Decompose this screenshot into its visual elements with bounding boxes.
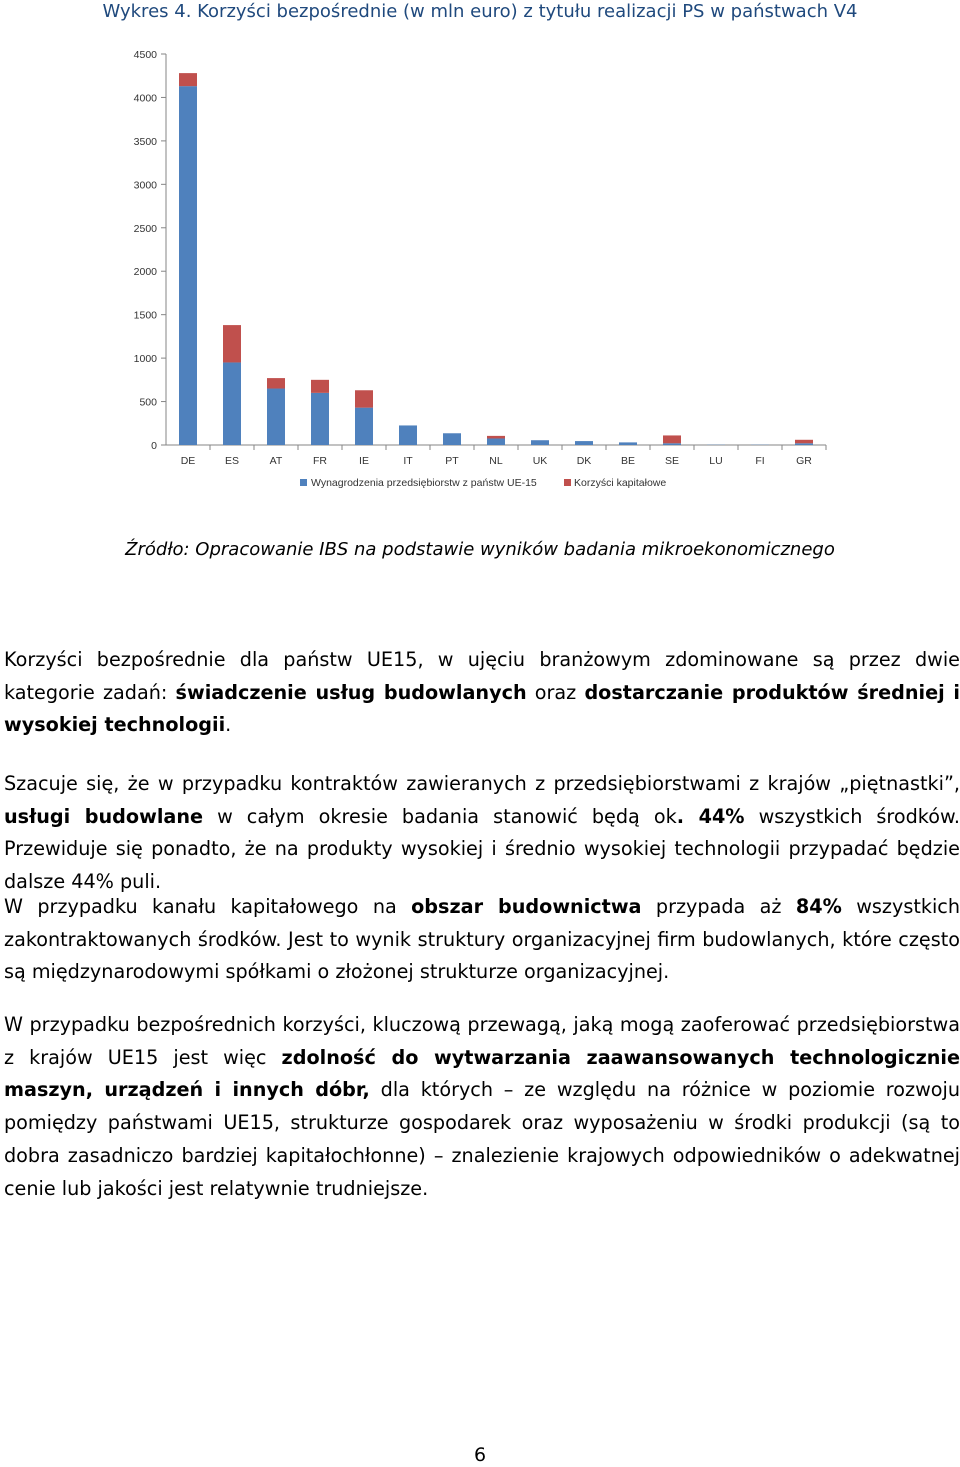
bar-de-series-2 [179, 73, 197, 86]
y-tick-label: 0 [151, 440, 157, 452]
paragraph-3 [4, 891, 960, 989]
p1-text-1: Korzyści bezpośrednie dla państw UE15, w ujęciu branżowym zdominowane są przez dwie kategorie zadań: [4, 648, 960, 704]
x-tick-label-fr: FR [313, 455, 327, 467]
x-tick-label-nl: NL [489, 455, 503, 467]
p1-bold-2: dostarczanie produktów średniej i wysokiej technologii [4, 680, 960, 737]
p3-text-3: wszystkich zakontraktowanych środków. Jest to wynik struktury organizacyjnej firm budowlanych, które często są międzynarodowymi spółkami o złożonej strukturze organizacyjnej. [4, 895, 960, 984]
x-tick-label-ie: IE [359, 455, 369, 467]
bar-ie-series-1 [355, 408, 373, 445]
p1-bold-1: świadczenie usług budowlanych [175, 680, 527, 704]
x-tick-label-uk: UK [532, 455, 548, 467]
p1-text-2: oraz [526, 680, 585, 704]
bar-gr-series-1 [795, 443, 813, 445]
bars [179, 73, 813, 445]
legend-swatch-korzysci [564, 479, 571, 486]
bar-gr-series-2 [795, 440, 813, 443]
bar-se-series-2 [663, 435, 681, 443]
x-tick-label-lu: LU [709, 455, 723, 467]
bar-fr-series-2 [311, 380, 329, 393]
x-tick-label-dk: DK [576, 455, 592, 467]
bar-dk-series-1 [575, 441, 593, 445]
p2-text-1: Szacuje się, że w przypadku kontraktów zawieranych z przedsiębiorstwami z krajów „piętnastki”, [4, 772, 960, 795]
bar-uk-series-1 [531, 440, 549, 445]
p4-text-1: W przypadku bezpośrednich korzyści, kluczową przewagą, jaką mogą zaoferować przedsiębiorstwa z krajów UE15 jest więc [4, 1013, 960, 1069]
paragraph-4 [4, 1009, 960, 1205]
p2-bold-1: usługi budowlane [4, 804, 204, 828]
y-tick-label: 3000 [133, 179, 157, 192]
bar-es-series-1 [223, 362, 241, 445]
paragraph-1 [4, 644, 960, 742]
p3-text-2: przypada aż [641, 895, 796, 918]
x-axis [166, 445, 826, 467]
bar-pt-series-1 [443, 433, 461, 445]
legend-label-korzysci: Korzyści kapitałowe [574, 477, 667, 489]
y-axis [134, 49, 166, 452]
x-tick-label-it: IT [403, 455, 413, 467]
y-tick-label: 4500 [133, 49, 157, 61]
bar-es-series-2 [223, 325, 241, 362]
bar-ie-series-2 [355, 390, 373, 407]
p4-text-2: dla których – ze względu na różnice w poziomie rozwoju pomiędzy państwami UE15, strukturze gospodarek oraz wyposażeniu w środki produkcji (są to dobra zasadniczo bardziej kapitałochłonne) – znalezienie krajowych odpowiedników o adekwatnej cenie lub jakości jest relatywnie trudniejsze. [4, 1078, 960, 1200]
p2-text-2: w całym okresie badania stanowić będą ok [203, 804, 677, 828]
stacked-bar-chart [0, 36, 960, 506]
x-tick-label-pt: PT [445, 455, 459, 467]
p3-text-1: W przypadku kanału kapitałowego na [4, 895, 412, 918]
bar-nl-series-1 [487, 438, 505, 445]
y-tick-label: 3500 [133, 135, 157, 148]
y-tick-label: 1000 [133, 353, 157, 366]
figure-caption: Wykres 4. Korzyści bezpośrednie (w mln euro) z tytułu realizacji PS w państwach V4 [102, 1, 858, 22]
p3-bold-2: 84% [795, 895, 842, 918]
x-tick-label-gr: GR [796, 455, 812, 467]
p3-bold-1: obszar budownictwa [411, 895, 642, 918]
p1-text-3: . [225, 713, 232, 737]
x-tick-label-at: AT [269, 455, 283, 467]
bar-de-series-1 [179, 86, 197, 445]
y-tick-label: 2000 [133, 266, 157, 279]
bar-be-series-1 [619, 442, 637, 445]
bar-nl-series-2 [487, 436, 505, 439]
p4-bold-1: zdolność do wytwarzania zaawansowanych technologicznie maszyn, urządzeń i innych dóbr, [4, 1045, 960, 1102]
y-tick-label: 2500 [133, 222, 157, 235]
x-tick-label-be: BE [620, 455, 636, 467]
page-number: 6 [473, 1444, 487, 1466]
bar-at-series-2 [267, 378, 285, 388]
source-note: Źródło: Opracowanie IBS na podstawie wyników badania mikroekonomicznego [125, 539, 835, 560]
bar-se-series-1 [663, 443, 681, 445]
bar-at-series-1 [267, 389, 285, 445]
y-tick-label: 4000 [133, 92, 157, 105]
x-tick-label-es: ES [224, 455, 240, 467]
y-tick-label: 1500 [133, 309, 157, 322]
y-tick-label: 500 [139, 396, 157, 409]
bar-fr-series-1 [311, 393, 329, 445]
p2-bold-2: . 44% [676, 804, 745, 828]
x-tick-label-de: DE [180, 455, 196, 467]
legend [300, 477, 666, 489]
p2-text-3: wszystkich środków. Przewiduje się ponadto, że na produkty wysokiej i średnio wysokiej technologii przypadać będzie dalsze 44% puli. [4, 804, 960, 894]
legend-swatch-wynagrodzenia [300, 479, 307, 486]
legend-label-wynagrodzenia: Wynagrodzenia przedsiębiorstw z państw UE-15 [311, 477, 537, 489]
x-tick-label-fi: FI [755, 455, 765, 467]
x-tick-label-se: SE [664, 455, 680, 467]
bar-it-series-1 [399, 425, 417, 445]
paragraph-2 [4, 768, 960, 899]
